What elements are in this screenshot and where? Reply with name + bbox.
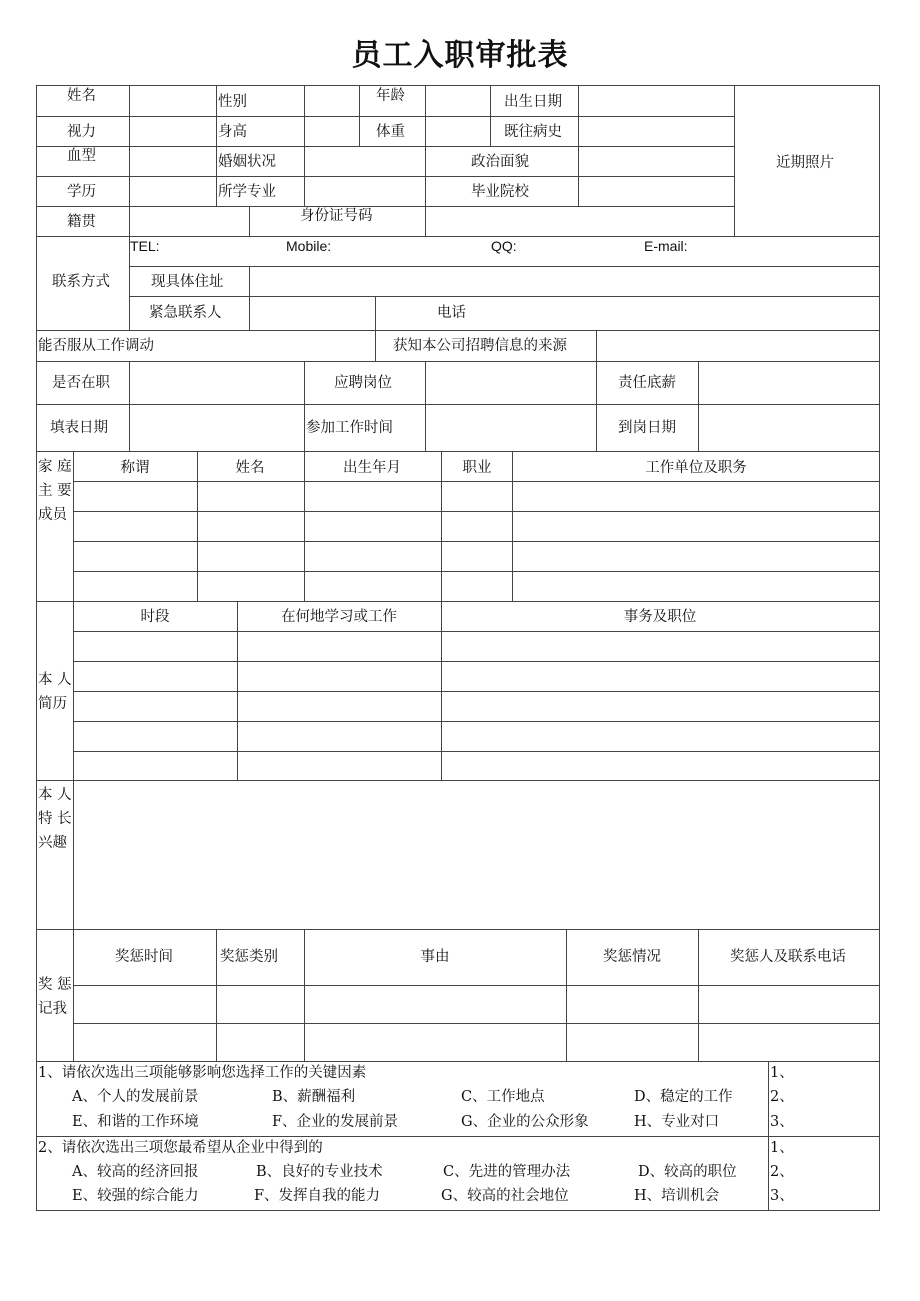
- q1-question: 1、请依次选出三项能够影响您选择工作的关键因素: [38, 1065, 367, 1081]
- specialty-label: 兴趣: [38, 835, 67, 851]
- rule-h: [36, 780, 880, 781]
- family-label: 成员: [38, 507, 67, 523]
- awards-label: 奖 惩: [38, 977, 72, 993]
- q1-option: D、稳定的工作: [634, 1089, 733, 1105]
- q1-option: C、工作地点: [461, 1089, 545, 1105]
- rule-v: [237, 601, 238, 781]
- awards-col-header: 奖惩时间: [115, 949, 173, 965]
- label-gender: 性别: [218, 94, 247, 110]
- label-graduate-school: 毕业院校: [471, 184, 529, 200]
- resume-col-header: 时段: [140, 609, 170, 625]
- rule-h: [36, 85, 880, 86]
- rule-v: [578, 85, 579, 207]
- label-native-place: 籍贯: [67, 214, 96, 230]
- label-political-status: 政治面貌: [471, 154, 529, 170]
- rule-h: [36, 929, 880, 930]
- rule-v: [375, 330, 376, 362]
- q1-option: E、和谐的工作环境: [72, 1114, 199, 1130]
- rule-v: [698, 361, 699, 452]
- label-age: 年龄: [376, 88, 405, 104]
- rule-h: [36, 1061, 880, 1062]
- label-recruit-source: 获知本公司招聘信息的来源: [393, 338, 567, 354]
- q1-option: A、个人的发展前景: [72, 1089, 199, 1105]
- rule-v: [359, 85, 360, 147]
- label-tel: TEL:: [130, 238, 160, 254]
- rule-h: [73, 721, 880, 722]
- label-education: 学历: [67, 184, 96, 200]
- q2-question: 2、请依次选出三项您最希望从企业中得到的: [38, 1140, 323, 1156]
- label-marital-status: 婚姻状况: [218, 154, 276, 170]
- family-col-header: 出生年月: [343, 460, 401, 476]
- label-address: 现具体住址: [151, 274, 224, 290]
- rule-h: [36, 601, 880, 602]
- label-qq: QQ:: [491, 238, 517, 254]
- label-fill-date: 填表日期: [50, 420, 108, 436]
- rule-v: [425, 85, 426, 237]
- label-transfer: 能否服从工作调动: [38, 338, 154, 354]
- rule-v: [304, 85, 305, 207]
- q2-option: E、较强的综合能力: [72, 1188, 199, 1204]
- photo-placeholder: 近期照片: [776, 155, 834, 171]
- rule-h: [36, 146, 735, 147]
- label-work-start: 参加工作时间: [306, 420, 393, 436]
- rule-h: [73, 571, 880, 572]
- rule-v: [768, 1061, 769, 1211]
- specialty-label: 特 长: [38, 811, 72, 827]
- label-name: 姓名: [67, 88, 96, 104]
- awards-col-header: 奖惩人及联系电话: [730, 949, 846, 965]
- rule-h: [36, 206, 735, 207]
- q2-answer: 3、: [770, 1188, 794, 1204]
- label-arrival-date: 到岗日期: [618, 420, 676, 436]
- rule-v: [596, 330, 597, 362]
- awards-label: 记我: [38, 1001, 67, 1017]
- rule-h: [36, 176, 735, 177]
- resume-label: 本 人: [38, 672, 72, 688]
- rule-v: [249, 206, 250, 237]
- q2-option: C、先进的管理办法: [443, 1164, 571, 1180]
- label-email: E-mail:: [644, 238, 688, 254]
- rule-h: [73, 1023, 880, 1024]
- rule-v: [879, 85, 880, 1211]
- label-mobile: Mobile:: [286, 238, 332, 254]
- q2-option: D、较高的职位: [638, 1164, 737, 1180]
- rule-h: [73, 511, 880, 512]
- awards-col-header: 奖惩情况: [603, 949, 661, 965]
- awards-col-header: 奖惩类别: [220, 949, 278, 965]
- rule-v: [304, 361, 305, 452]
- label-position: 应聘岗位: [334, 375, 392, 391]
- rule-h: [36, 1210, 880, 1211]
- rule-v: [129, 85, 130, 237]
- rule-h: [73, 631, 880, 632]
- q1-answer: 3、: [770, 1114, 794, 1130]
- q2-answer: 2、: [770, 1164, 794, 1180]
- label-phone: 电话: [437, 305, 466, 321]
- rule-v: [375, 296, 376, 331]
- rule-h: [129, 296, 880, 297]
- q1-option: H、专业对口: [634, 1114, 720, 1130]
- rule-h: [36, 236, 880, 237]
- rule-h: [36, 404, 880, 405]
- label-major: 所学专业: [218, 184, 276, 200]
- rule-h: [73, 751, 880, 752]
- q1-answer: 1、: [770, 1065, 794, 1081]
- rule-h: [73, 661, 880, 662]
- rule-v: [249, 266, 250, 331]
- page-title: 员工入职审批表: [351, 38, 569, 73]
- label-vision: 视力: [67, 124, 96, 140]
- rule-v: [129, 361, 130, 452]
- rule-v: [596, 361, 597, 452]
- rule-h: [73, 481, 880, 482]
- rule-h: [36, 361, 880, 362]
- rule-v: [425, 361, 426, 452]
- rule-h: [36, 451, 880, 452]
- rule-v: [490, 85, 491, 147]
- awards-col-header: 事由: [420, 949, 450, 965]
- rule-v: [73, 601, 74, 781]
- specialty-label: 本 人: [38, 787, 72, 803]
- label-weight: 体重: [376, 124, 405, 140]
- q1-option: G、企业的公众形象: [461, 1114, 589, 1130]
- q2-option: F、发挥自我的能力: [254, 1188, 381, 1204]
- rule-v: [441, 601, 442, 781]
- resume-col-header: 事务及职位: [623, 609, 697, 625]
- q2-option: A、较高的经济回报: [72, 1164, 199, 1180]
- label-blood-type: 血型: [67, 148, 96, 164]
- q1-option: F、企业的发展前景: [272, 1114, 399, 1130]
- family-col-header: 工作单位及职务: [645, 460, 747, 476]
- resume-col-header: 在何地学习或工作: [281, 609, 397, 625]
- family-col-header: 称谓: [120, 460, 150, 476]
- q2-option: G、较高的社会地位: [441, 1188, 569, 1204]
- label-birth-date: 出生日期: [504, 94, 562, 110]
- rule-h: [129, 266, 880, 267]
- label-emergency-contact: 紧急联系人: [149, 305, 222, 321]
- rule-h: [36, 116, 735, 117]
- label-contact: 联系方式: [52, 274, 110, 290]
- rule-h: [36, 1136, 880, 1137]
- q1-option: B、薪酬福利: [272, 1089, 356, 1105]
- rule-h: [73, 985, 880, 986]
- label-medical-history: 既往病史: [504, 124, 562, 140]
- resume-label: 简历: [38, 696, 67, 712]
- q2-option: B、良好的专业技术: [256, 1164, 383, 1180]
- rule-v: [216, 85, 217, 207]
- family-label: 主 要: [38, 483, 72, 499]
- q2-option: H、培训机会: [634, 1188, 720, 1204]
- label-salary: 责任底薪: [618, 375, 676, 391]
- rule-h: [73, 691, 880, 692]
- family-label: 家 庭: [38, 459, 72, 475]
- rule-v: [73, 780, 74, 930]
- rule-v: [734, 85, 735, 237]
- label-id-number: 身份证号码: [300, 208, 373, 224]
- label-height: 身高: [218, 124, 247, 140]
- rule-h: [36, 330, 880, 331]
- family-col-header: 职业: [462, 460, 492, 476]
- family-col-header: 姓名: [235, 460, 265, 476]
- label-employed: 是否在职: [52, 375, 110, 391]
- rule-h: [73, 541, 880, 542]
- q1-answer: 2、: [770, 1089, 794, 1105]
- rule-v: [36, 85, 37, 1211]
- q2-answer: 1、: [770, 1140, 794, 1156]
